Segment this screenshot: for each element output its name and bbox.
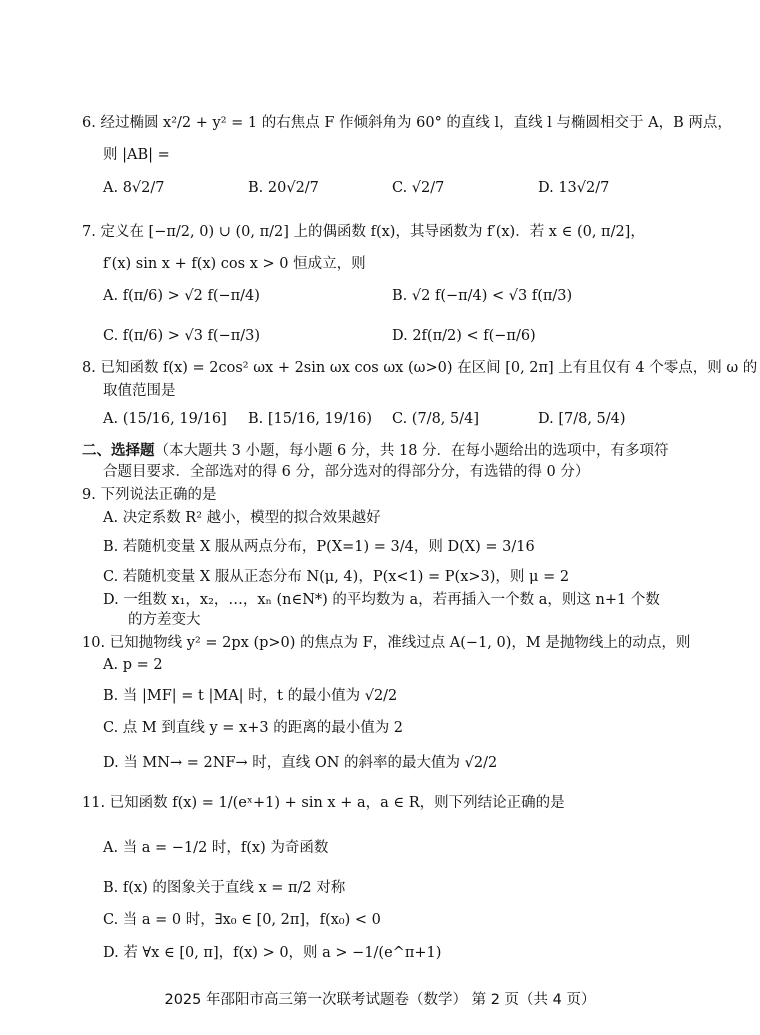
q8-option-b: B. [15/16, 19/16): [248, 411, 372, 427]
q7-option-d: D. 2f(π/2) < f(−π/6): [392, 328, 536, 344]
q9-stem: 9. 下列说法正确的是: [82, 487, 217, 503]
q7-option-c: C. f(π/6) > √3 f(−π/3): [103, 328, 261, 344]
q6-stem-line2: 则 |AB| =: [103, 147, 170, 163]
q10-option-a: A. p = 2: [103, 657, 163, 673]
q11-stem: 11. 已知函数 f(x) = 1/(eˣ+1) + sin x + a，a ∈ R，则下列结论正确的是: [82, 795, 565, 811]
q10-option-d: D. 当 MN→ = 2NF→ 时，直线 ON 的斜率的最大值为 √2/2: [103, 755, 498, 771]
q10-stem: 10. 已知抛物线 y² = 2px (p>0) 的焦点为 F，准线过点 A(−1, 0)，M 是抛物线上的动点，则: [82, 635, 691, 651]
q6-option-a: A. 8√2/7: [103, 180, 165, 196]
q8-stem-line1: 8. 已知函数 f(x) = 2cos² ωx + 2sin ωx cos ωx (ω>0) 在区间 [0, 2π] 上有且仅有 4 个零点，则 ω 的: [82, 360, 758, 376]
section2-instructions-1: （本大题共 3 小题，每小题 6 分，共 18 分．在每小题给出的选项中，有多项符: [154, 443, 669, 459]
q8-option-d: D. [7/8, 5/4): [538, 411, 626, 427]
section2-header-line1: [82, 441, 669, 461]
q11-option-c: C. 当 a = 0 时，∃x₀ ∈ [0, 2π]，f(x₀) < 0: [103, 912, 381, 928]
q10-option-b: B. 当 |MF| = t |MA| 时，t 的最小值为 √2/2: [103, 688, 398, 704]
q10-option-c: C. 点 M 到直线 y = x+3 的距离的最小值为 2: [103, 720, 404, 736]
q9-option-c: C. 若随机变量 X 服从正态分布 N(μ, 4)，P(x<1) = P(x>3)，则 μ = 2: [103, 569, 570, 585]
page-footer: 2025 年邵阳市高三第一次联考试题卷（数学） 第 2 页（共 4 页）: [164, 992, 596, 1008]
q6-stem-line1: 6. 经过椭圆 x²/2 + y² = 1 的右焦点 F 作倾斜角为 60° 的直线 l，直线 l 与椭圆相交于 A，B 两点，: [82, 115, 732, 131]
q9-option-b: B. 若随机变量 X 服从两点分布，P(X=1) = 3/4，则 D(X) = 3/16: [103, 539, 535, 555]
q9-option-a: A. 决定系数 R² 越小，模型的拟合效果越好: [103, 510, 381, 526]
q6-option-b: B. 20√2/7: [248, 180, 319, 196]
q9-option-d-cont: 的方差变大: [128, 612, 201, 628]
q8-option-c: C. (7/8, 5/4]: [392, 411, 479, 427]
q7-option-a: A. f(π/6) > √2 f(−π/4): [103, 288, 260, 304]
q7-stem-line2: f′(x) sin x + f(x) cos x > 0 恒成立，则: [103, 256, 366, 272]
section2-instructions-2: 合题目要求．全部选对的得 6 分，部分选对的得部分分，有选错的得 0 分）: [103, 464, 590, 480]
q11-option-a: A. 当 a = −1/2 时，f(x) 为奇函数: [103, 840, 329, 856]
q9-option-d: D. 一组数 x₁，x₂，…，xₙ (n∈N*) 的平均数为 a，若再插入一个数 a，则这 n+1 个数: [103, 592, 660, 608]
q8-option-a: A. (15/16, 19/16]: [103, 411, 227, 427]
q6-option-c: C. √2/7: [392, 180, 445, 196]
q11-option-d: D. 若 ∀x ∈ [0, π]，f(x) > 0，则 a > −1/(e^π+1): [103, 945, 442, 961]
section2-title: 二、选择题: [82, 442, 155, 459]
q8-stem-line2: 取值范围是: [103, 383, 176, 399]
q11-option-b: B. f(x) 的图象关于直线 x = π/2 对称: [103, 880, 346, 896]
q7-option-b: B. √2 f(−π/4) < √3 f(π/3): [392, 288, 573, 304]
q7-stem-line1: 7. 定义在 [−π/2, 0) ∪ (0, π/2] 上的偶函数 f(x)，其导函数为 f′(x)．若 x ∈ (0, π/2]，: [82, 224, 645, 240]
q6-option-d: D. 13√2/7: [538, 180, 610, 196]
